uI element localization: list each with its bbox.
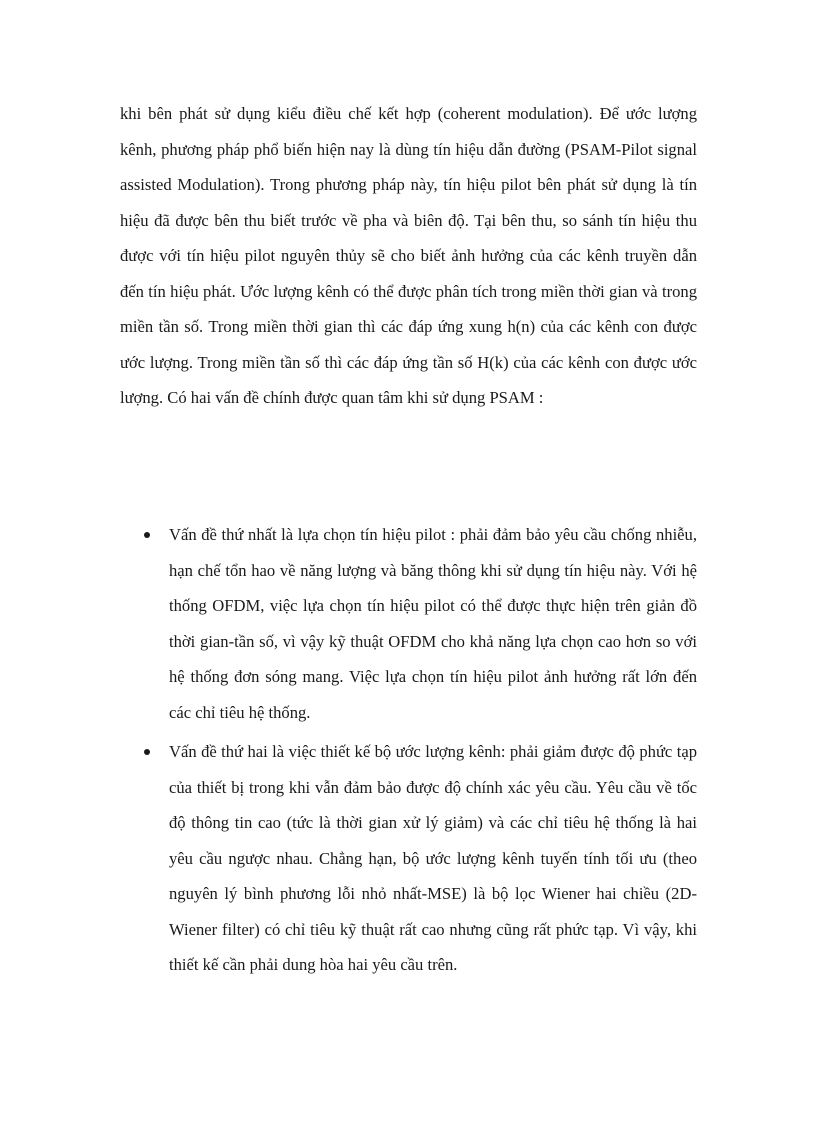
- bullet-item-1: [120, 517, 697, 730]
- bullet-text-2: Vấn đề thứ hai là việc thiết kế bộ ước lượng kênh: phải giảm được độ phức tạp của thiết bị trong khi vẫn đảm bảo được độ chính xác yêu cầu. Yêu cầu về tốc độ thông tin cao (tức là thời gian xử lý giảm) và các chỉ tiêu hệ thống là hai yêu cầu ngược nhau. Chẳng hạn, bộ ước lượng kênh tuyến tính tối ưu (theo nguyên lý bình phương lỗi nhỏ nhất-MSE) là bộ lọc Wiener hai chiều (2D-Wiener filter) có chỉ tiêu kỹ thuật rất cao nhưng cũng rất phức tạp. Vì vậy, khi thiết kế cần phải dung hòa hai yêu cầu trên.: [169, 742, 697, 974]
- bullet-icon: [144, 532, 150, 538]
- body-paragraph: khi bên phát sử dụng kiểu điều chế kết hợp (coherent modulation). Để ước lượng kênh, phương pháp phổ biến hiện nay là dùng tín hiệu dẫn đường (PSAM-Pilot signal assisted Modulation). Trong phương pháp này, tín hiệu pilot bên phát sử dụng là tín hiệu đã được bên thu biết trước về pha và biên độ. Tại bên thu, so sánh tín hiệu thu được với tín hiệu pilot nguyên thủy sẽ cho biết ảnh hưởng của các kênh truyền dẫn đến tín hiệu phát. Ước lượng kênh có thể được phân tích trong miền thời gian và trong miền tần số. Trong miền thời gian thì các đáp ứng xung h(n) của các kênh con được ước lượng. Trong miền tần số thì các đáp ứng tần số H(k) của các kênh con được ước lượng. Có hai vấn đề chính được quan tâm khi sử dụng PSAM :: [120, 104, 697, 407]
- bullet-text-1: Vấn đề thứ nhất là lựa chọn tín hiệu pilot : phải đảm bảo yêu cầu chống nhiễu, hạn chế tổn hao về năng lượng và băng thông khi sử dụng tín hiệu này. Với hệ thống OFDM, việc lựa chọn tín hiệu pilot có thể được thực hiện trên giản đồ thời gian-tần số, vì vậy kỹ thuật OFDM cho khả năng lựa chọn cao hơn so với hệ thống đơn sóng mang. Việc lựa chọn tín hiệu pilot ảnh hưởng rất lớn đến các chỉ tiêu hệ thống.: [169, 525, 697, 722]
- bullet-icon: [144, 749, 150, 755]
- bullet-item-2: [120, 734, 697, 983]
- bullet-list: [120, 517, 697, 987]
